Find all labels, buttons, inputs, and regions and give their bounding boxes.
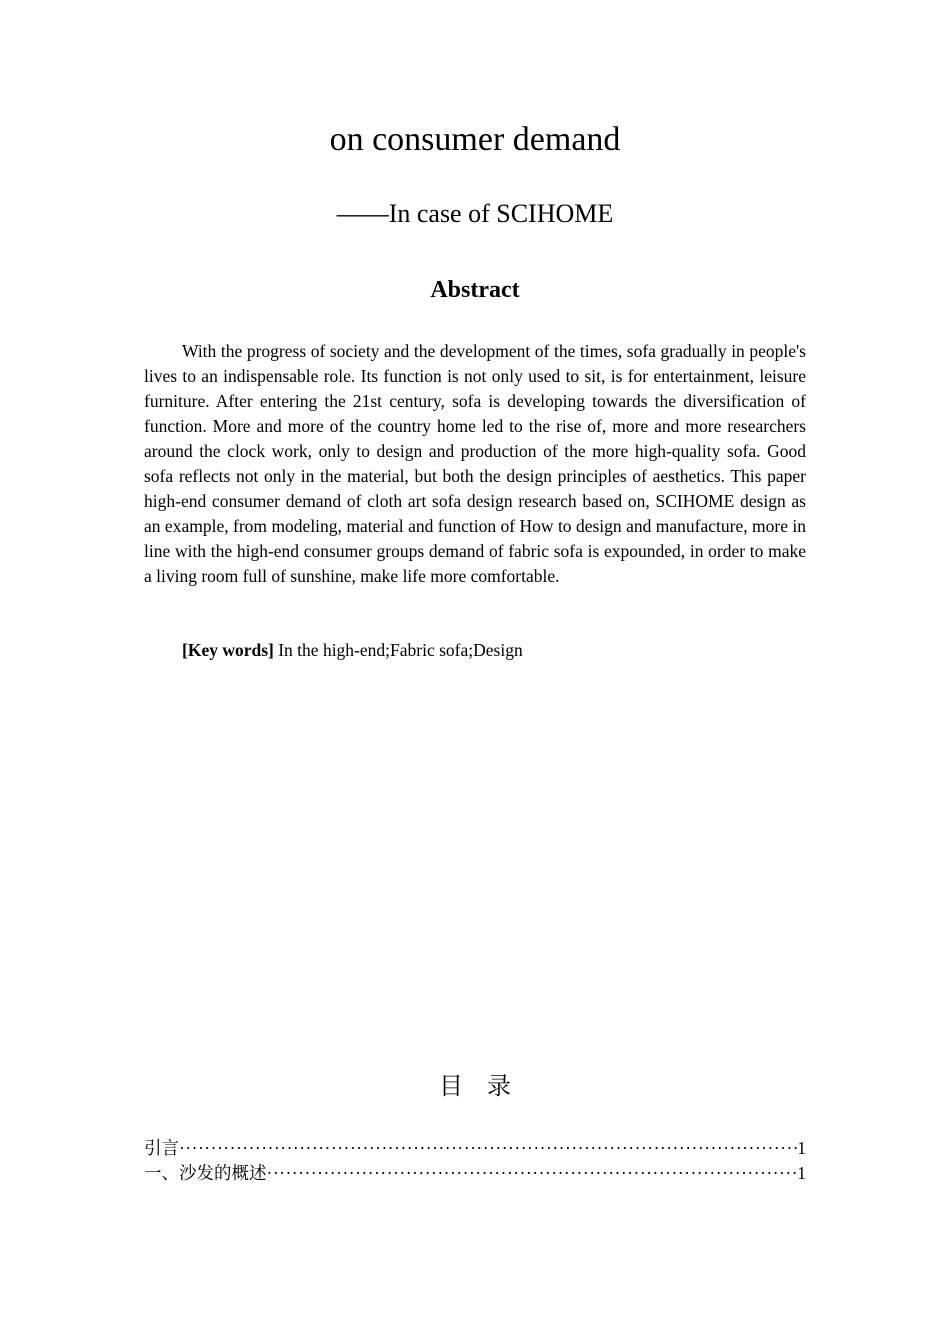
toc-entry-title: 一、沙发的概述 [144,1163,267,1183]
keywords-line [182,638,806,663]
toc-entry-intro[interactable] [144,1136,806,1161]
toc-entry-sofa-overview[interactable] [144,1161,806,1186]
abstract-body: With the progress of society and the development of the times, sofa gradually in people's lives to an indispensable role. Its function is not only used to sit, is for entertainment, leisure furniture. After entering the 21st century, sofa is developing towards the diversification of function. More and more of the country home led to the rise of, more and more researchers around the clock work, only to design and production of the more high-quality sofa. Good sofa reflects not only in the material, but both the design principles of aesthetics. This paper high-end consumer demand of cloth art sofa design research based on, SCIHOME design as an example, from modeling, material and function of How to design and manufacture, more in line with the high-end consumer groups demand of fabric sofa is expounded, in order to make a living room full of sunshine, make life more comfortable. [144,341,806,586]
toc-dot-leader [267,1161,798,1186]
toc-entry-title: 引言 [144,1138,179,1158]
toc-entry-page: 1 [797,1138,806,1158]
abstract-heading: Abstract [430,277,520,303]
page-title: on consumer demand [329,121,621,158]
toc-entry-page: 1 [797,1163,806,1183]
page-subtitle: ——In case of SCIHOME [336,199,614,228]
toc-dot-leader [179,1136,797,1161]
table-of-contents [144,1136,806,1186]
toc-heading: 目录 [439,1074,535,1100]
keywords-label: [Key words] [182,640,274,660]
keywords-text: In the high-end;Fabric sofa;Design [273,640,523,660]
